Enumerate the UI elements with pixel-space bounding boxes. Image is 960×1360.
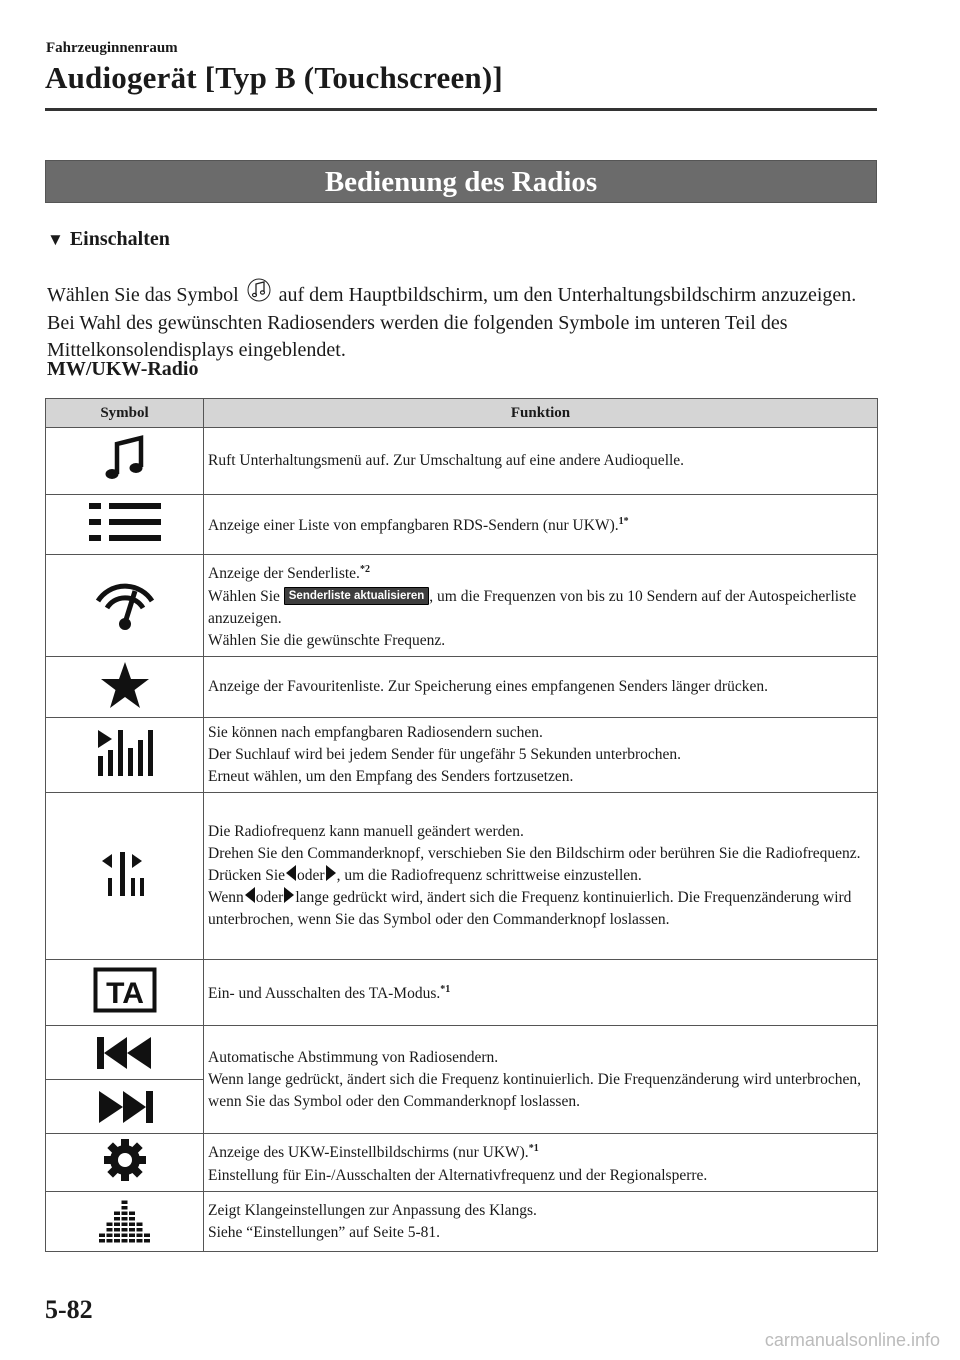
refresh-station-list-button[interactable]: Senderliste aktualisieren: [284, 587, 430, 605]
function-text: , um die Frequenzen von bis zu 10 Sendern auf der Autospeicherliste anzuzeigen.: [208, 587, 857, 627]
symbol-cell: [46, 960, 204, 1026]
function-text: Einstellung für Ein-/Ausschalten der Alternativfrequenz und der Regionalsperre.: [208, 1166, 708, 1184]
subsection-title: Einschalten: [69, 228, 170, 250]
table-caption: MW/UKW-Radio: [47, 358, 199, 380]
ta-icon: [93, 967, 157, 1013]
function-text: Anzeige einer Liste von empfangbaren RDS-Sendern (nur UKW).: [208, 517, 619, 535]
function-cell: [204, 718, 878, 793]
svg-text:TA: TA: [105, 977, 144, 1010]
footnote-mark: *1: [528, 1143, 539, 1155]
function-text: Wenn: [208, 889, 244, 906]
table-row: [46, 793, 878, 960]
function-cell: [204, 657, 878, 718]
function-text: Zeigt Klangeinstellungen zur Anpassung des Klangs.: [208, 1201, 537, 1219]
function-cell: [204, 1192, 878, 1252]
intro-paragraph: [47, 278, 877, 365]
intro-text-1: Wählen Sie das Symbol: [47, 284, 239, 306]
function-cell: [204, 495, 878, 555]
function-text: oder: [255, 889, 284, 906]
table-row: [46, 657, 878, 718]
function-text: Ruft Unterhaltungsmenü auf. Zur Umschaltung auf eine andere Audioquelle.: [208, 452, 685, 469]
function-text: Erneut wählen, um den Empfang des Senders fortzusetzen.: [208, 768, 574, 785]
seek-back-icon: [93, 1033, 157, 1073]
function-text: Drehen Sie den Commanderknopf, verschieben Sie den Bildschirm oder berühren Sie die Radiofrequenz.: [208, 845, 861, 862]
section-label: Fahrzeuginnenraum: [46, 40, 178, 56]
function-cell: [204, 428, 878, 495]
function-cell: [204, 1134, 878, 1192]
table-row: [46, 555, 878, 657]
function-text: Anzeige der Senderliste.: [208, 565, 360, 583]
gear-icon: [100, 1135, 150, 1185]
manual-tune-icon: [98, 850, 152, 898]
tune-down-icon: [245, 887, 255, 903]
triangle-bullet-icon: ▼: [47, 230, 64, 249]
watermark: carmanualsonline.info: [764, 1330, 940, 1350]
function-text: lange gedrückt wird, ändert sich die Frequenz kontinuierlich. Die Frequenzänderung wird unterbrochen, wenn Sie das Symbol oder den Commanderknopf loslassen.: [208, 889, 852, 928]
function-cell: [204, 1026, 878, 1134]
symbol-cell: [46, 1026, 204, 1134]
radio-signal-icon: [90, 573, 160, 633]
table-row: [46, 495, 878, 555]
list-icon: [85, 499, 165, 545]
section-banner: Bedienung des Radios: [45, 160, 877, 203]
symbol-cell: [46, 428, 204, 495]
table-row: [46, 960, 878, 1026]
function-cell: [204, 555, 878, 657]
function-text: Ein- und Ausschalten des TA-Modus.: [208, 985, 441, 1003]
function-text: Anzeige der Favouritenliste. Zur Speicherung eines empfangenen Senders länger drücken.: [208, 678, 768, 695]
function-text: Drücken Sie: [208, 867, 286, 884]
function-text: Die Radiofrequenz kann manuell geändert werden.: [208, 823, 524, 840]
music-symbol-icon: [247, 278, 271, 304]
function-table: [45, 398, 878, 1252]
scan-icon: [92, 726, 158, 780]
tune-up-icon: [284, 887, 294, 903]
function-text: Der Suchlauf wird bei jedem Sender für ungefähr 5 Sekunden unterbrochen.: [208, 746, 682, 763]
header-symbol: Symbol: [46, 399, 204, 428]
symbol-cell: [46, 657, 204, 718]
function-text: Sie können nach empfangbaren Radiosendern suchen.: [208, 724, 543, 741]
page-number: 5-82: [45, 1295, 93, 1324]
subsection-heading: [47, 228, 170, 251]
function-text: oder: [297, 867, 325, 884]
footnote-mark: *2: [359, 564, 370, 576]
function-text: Wählen Sie die gewünschte Frequenz.: [208, 631, 446, 649]
page-title: Audiogerät [Typ B (Touchscreen)]: [45, 60, 503, 95]
table-row: [46, 718, 878, 793]
function-text: , um die Radiofrequenz schrittweise einzustellen.: [336, 867, 642, 884]
tune-down-icon: [286, 865, 296, 881]
table-header-row: [46, 399, 878, 428]
table-row: [46, 1192, 878, 1252]
symbol-cell: [46, 1192, 204, 1252]
function-text: Anzeige des UKW-Einstellbildschirms (nur UKW).: [208, 1144, 529, 1162]
function-text: Siehe “Einstellungen” auf Seite 5-81.: [208, 1223, 441, 1241]
function-text: Automatische Abstimmung von Radiosendern.: [208, 1048, 499, 1066]
star-icon: [99, 660, 151, 710]
title-rule: [45, 108, 877, 111]
intro-text-2: auf dem Hauptbildschirm, um den Unterhaltungsbildschirm anzuzeigen. Bei Wahl des gewünschten Radiosenders werden die folgenden Symbole im unteren Teil des Mittelkonsolendisplays eingeblendet.: [47, 284, 857, 361]
symbol-cell: [46, 1134, 204, 1192]
header-function: Funktion: [204, 399, 878, 428]
symbol-cell: [46, 718, 204, 793]
function-text: Wenn lange gedrückt, ändert sich die Frequenz kontinuierlich. Die Frequenzänderung wird unterbrochen, wenn Sie das Symbol oder den Commanderknopf loslassen.: [208, 1070, 861, 1110]
function-cell: [204, 793, 878, 960]
music-note-icon: [95, 434, 155, 484]
footnote-mark: 1*: [618, 516, 629, 528]
equalizer-icon: [97, 1194, 153, 1244]
table-row: [46, 428, 878, 495]
function-cell: [204, 960, 878, 1026]
tune-up-icon: [326, 865, 336, 881]
seek-forward-icon: [93, 1087, 157, 1127]
function-text: Wählen Sie: [208, 587, 280, 605]
symbol-cell: [46, 555, 204, 657]
symbol-cell: [46, 793, 204, 960]
table-row: [46, 1026, 878, 1134]
table-row: [46, 1134, 878, 1192]
symbol-cell: [46, 495, 204, 555]
footnote-mark: *1: [440, 984, 451, 996]
